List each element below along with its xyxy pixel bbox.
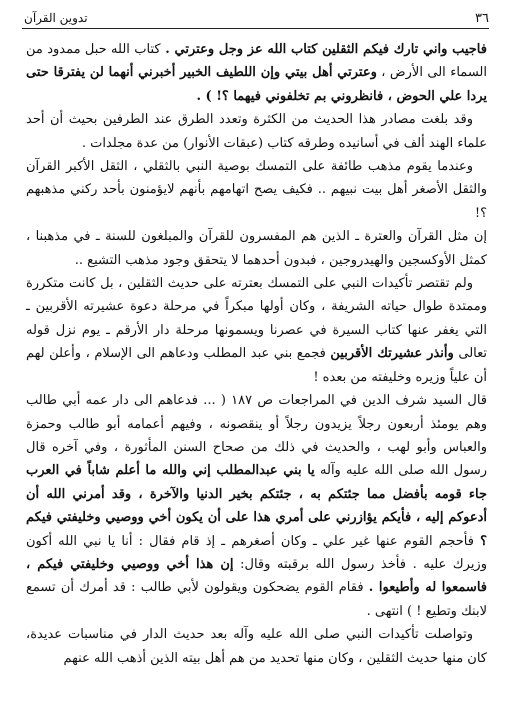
paragraph-p3 (26, 155, 487, 225)
paragraph-p4 (26, 225, 487, 272)
text-run: قال السيد شرف الدين في المراجعات ص ١٨٧ ( ... فدعاهم الى دار عمه أبي طالب وهم يومئذ أربعون رجلاً يزيدون رجلاً أو ينقصونه ، وفيهم أعمامه أبو طالب وحمزة والعباس وأبو لهب ، والحديث في ذلك من صحاح السنن المأثورة ، وفي آخره قال رسول الله صلى الله عليه وآله (26, 393, 488, 479)
text-run: وقد بلغت مصادر هذا الحديث من الكثرة وتعدد الطرق عند الطرفين بحيث أن أحد علماء الهند ألف في أسانيده وطرقه كتاب (عبقات الأنوار) من عدة مجلدات . (26, 112, 487, 151)
paragraph-p6 (26, 389, 487, 623)
text-run: وعندما يقوم مذهب طائفة على التمسك بوصية النبي بالثقلي ، الثقل الأكبر القرآن والثقل الأصغر أهل بيت نبيهم .. فكيف يصح اتهامهم بأنهم لايؤمنون بأحد ركني مذهبهم ؟! (26, 159, 487, 221)
paragraph-p5 (26, 272, 487, 389)
text-run: فأحجم القوم عنها غير علي ـ وكان أصغرهم ـ إذ قام فقال : أنا يا نبي الله أكون وزيرك عليه . فأخذ رسول الله برقبته وقال: (26, 533, 487, 572)
paragraph-p2 (26, 108, 487, 155)
text-run: ولم تقتصر تأكيدات النبي على التمسك بعترته على حديث الثقلين ، بل كانت متكررة وممتدة طوال حياته الشريفة ، وكان أولها مبكراً في مرحلة دعوة عشيرته الأقربين ـ التي يغفر عنها كتاب السيرة في عصرنا ويسمونها مرحلة دار الأرقم ـ يوم نزل قوله تعالى (26, 276, 488, 362)
text-run: فقام القوم يضحكون ويقولون لأبي طالب : قد أمرك أن تسمع لابنك وتطيع ! ) انتهى . (26, 580, 487, 619)
bold-text: يا بني عبدالمطلب إني والله ما أعلم شاباً في العرب جاء قومه بأفضل مما جئتكم به ، جئتكم بخير الدنيا والآخرة ، وقد أمرني الله أن أدعوكم إليه ، فأيكم يؤازرني على أمري هذا على أن يكون أخي ووصيي وخليفتي فيكم ؟ (26, 463, 488, 549)
text-run: فجمع بني عبد المطلب ودعاهم الى الإسلام ، وأعلن لهم أن علياً وزيره وخليفته من بعده ! (26, 346, 487, 385)
bold-text: فاجيب واني تارك فيكم الثقلين كتاب الله عز وجل وعترتي . (160, 42, 487, 57)
running-title: تدوين القرآن (24, 11, 88, 25)
text-run: وتواصلت تأكيدات النبي صلى الله عليه وآله بعد حديث الدار في مناسبات عديدة، كان منها حديث الثقلين ، وكان منها تحديد من هم أهل بيته الذين أذهب الله عنهم (26, 627, 487, 666)
paragraph-p1 (26, 38, 487, 108)
paragraph-p7 (26, 623, 487, 670)
page-number: ٣٦ (475, 10, 489, 26)
header-rule (22, 28, 489, 29)
text-run: إن مثل القرآن والعترة ـ الذين هم المفسرون للقرآن والمبلغون للسنة ـ في مذهبنا ، كمثل الأوكسجين والهيدروجين ، فبدون أحدهما لا يتحقق وجود مذهب التشيع .. (26, 229, 487, 268)
text-run: كتاب الله حبل ممدود من السماء الى الأرض ، (26, 42, 487, 81)
bold-text: إن هذا أخي ووصيي وخليفتي فيكم ، فاسمعوا له وأطيعوا . (26, 556, 487, 596)
page-header (24, 8, 489, 28)
body-text (26, 38, 487, 670)
bold-text: وأنذر عشيرتك الأقربين (330, 346, 454, 362)
bold-text: وعترتي أهل بيتي وإن اللطيف الخبير أخبرني أنهما لن يفترقا حتى يردا علي الحوض ، فانظروني بم تخلفوني فيهما ؟! ) . (26, 65, 487, 104)
